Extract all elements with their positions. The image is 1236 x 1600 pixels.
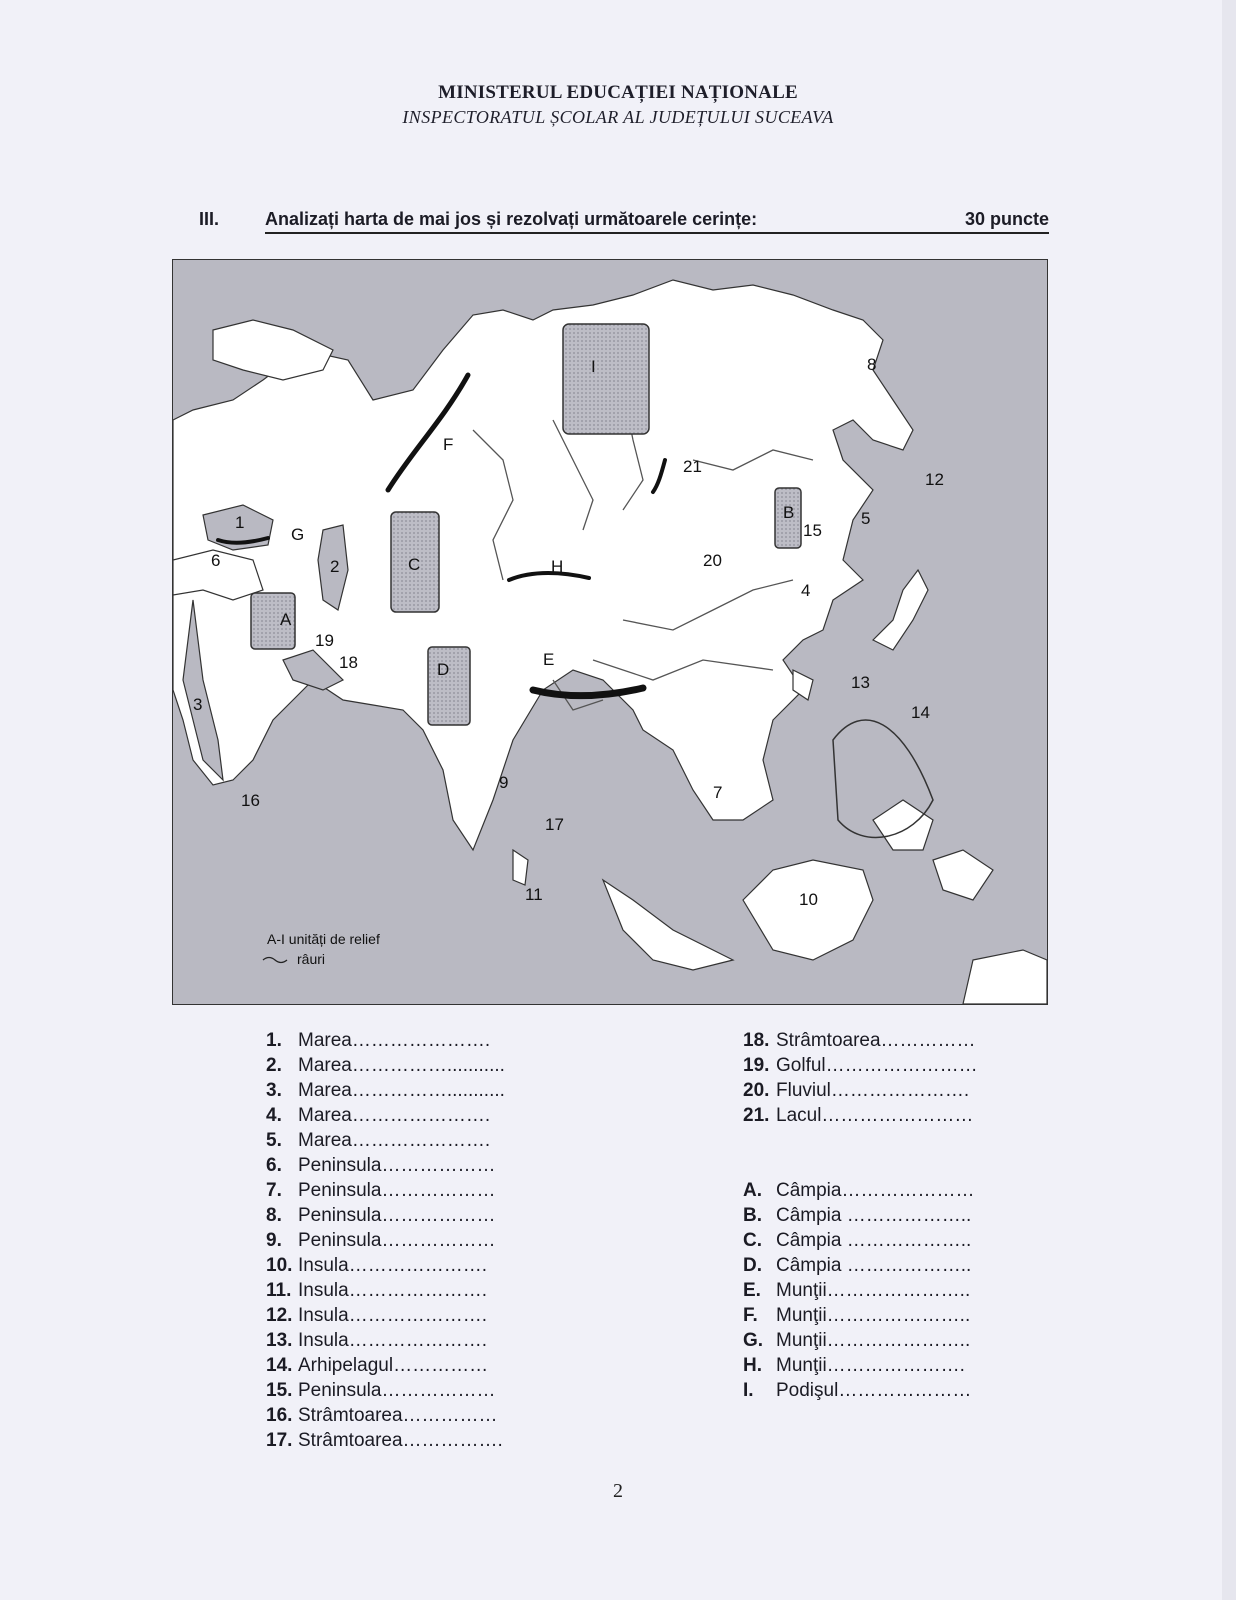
- section-number: III.: [199, 209, 220, 229]
- label-8: 8: [867, 355, 877, 374]
- label-18: 18: [339, 653, 358, 672]
- label-20: 20: [703, 551, 722, 570]
- label-17: 17: [545, 815, 564, 834]
- relief-box-D: [428, 647, 470, 725]
- label-12: 12: [925, 470, 944, 489]
- label-G: G: [291, 525, 305, 544]
- label-B: B: [783, 503, 795, 522]
- legend-rivers: râuri: [297, 951, 326, 967]
- label-E: E: [543, 650, 555, 669]
- answer-list-left: 1. Marea…………………. 2. Marea……………........... 3. Marea……………........... 4. Marea…………………. 5. Marea…………………. 6. Peninsula……………… 7. Peninsula……………… 8. Peninsula……………… 9. Peninsula……………… 10. Insula…………………. 11. Insula…………………. 12. Insula…………………. 13. Insula…………………. 14. Arhipelagul…………… 15. Peninsula……………… 16. Strâmtoarea…………… 17. Strâmtoarea…………….: [266, 1030, 505, 1451]
- label-9: 9: [499, 773, 509, 792]
- label-6: 6: [211, 551, 221, 570]
- section-heading: [199, 209, 1049, 233]
- label-D: D: [437, 660, 450, 679]
- page-number: 2: [613, 1480, 623, 1502]
- label-H: H: [551, 557, 564, 576]
- inspectorate-title: INSPECTORATUL ȘCOLAR AL JUDEȚULUI SUCEAVA: [402, 107, 834, 127]
- section-instruction: Analizați harta de mai jos și rezolvați următoarele cerințe:: [265, 209, 758, 229]
- label-19: 19: [315, 631, 334, 650]
- label-I: I: [591, 357, 596, 376]
- label-4: 4: [801, 581, 811, 600]
- relief-box-I: [563, 324, 649, 434]
- asia-map: [172, 259, 1048, 1005]
- answer-list-right-letters: A. Câmpia………………… B. Câmpia ……………….. C. Câmpia ……………….. D. Câmpia ……………….. E. Munţii………………….. F. Munţii………………….. G. Munţii………………….. H. Munţii…………………. I. Podişul…………………: [743, 1180, 975, 1401]
- label-1: 1: [235, 513, 245, 532]
- label-7: 7: [713, 783, 723, 802]
- scan-edge: [1222, 0, 1236, 1600]
- legend-relief: A-I unități de relief: [267, 931, 380, 947]
- map-svg: [173, 260, 1047, 1004]
- label-21: 21: [683, 457, 702, 476]
- section-points: 30 puncte: [964, 209, 1049, 229]
- ministry-title: MINISTERUL EDUCAȚIEI NAȚIONALE: [438, 82, 798, 103]
- label-2: 2: [330, 557, 340, 576]
- answer-list-right-numbers: 18. Strâmtoarea…………… 19. Golful…………………… 20. Fluviul…………………. 21. Lacul……………………: [743, 1030, 978, 1126]
- label-10: 10: [799, 890, 818, 909]
- label-5: 5: [861, 509, 871, 528]
- label-3: 3: [193, 695, 203, 714]
- label-A: A: [280, 610, 292, 629]
- underline: [265, 232, 1049, 234]
- label-13: 13: [851, 673, 870, 692]
- label-C: C: [408, 555, 421, 574]
- label-F: F: [443, 435, 454, 454]
- label-16: 16: [241, 791, 260, 810]
- label-14: 14: [911, 703, 930, 722]
- label-11: 11: [525, 885, 543, 904]
- label-15: 15: [803, 521, 822, 540]
